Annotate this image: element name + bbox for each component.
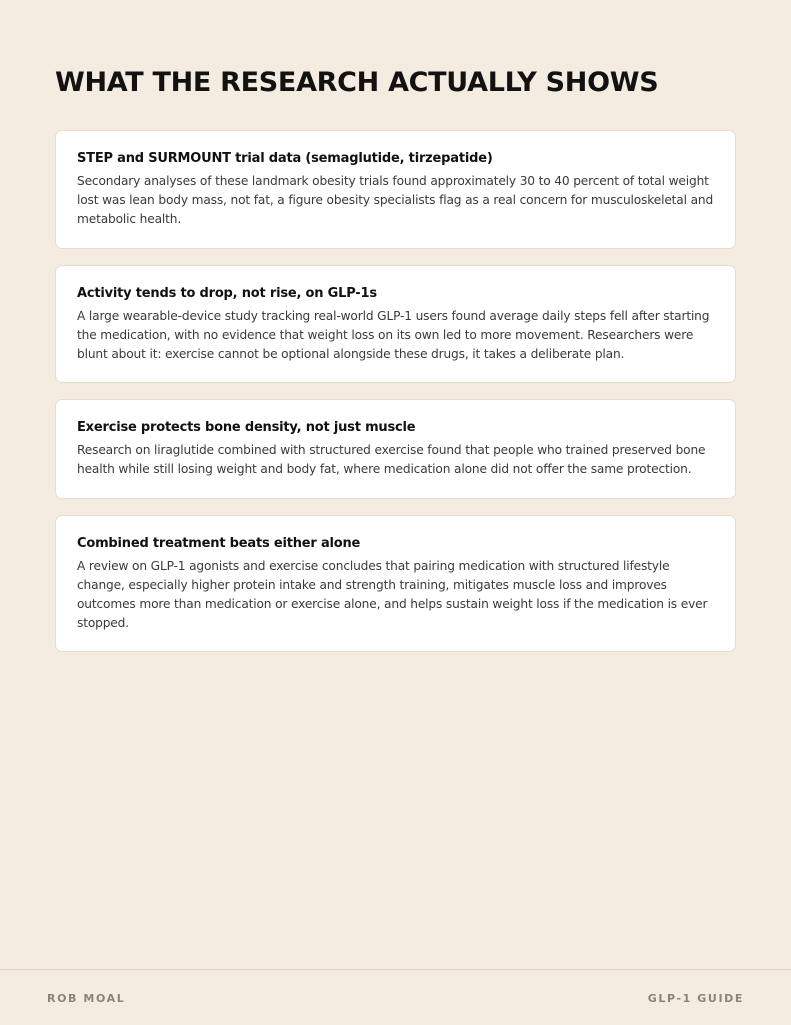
card-title: STEP and SURMOUNT trial data (semaglutide, tirzepatide) bbox=[77, 151, 493, 166]
page-title: WHAT THE RESEARCH ACTUALLY SHOWS bbox=[55, 67, 659, 98]
research-cards bbox=[55, 130, 736, 668]
research-card bbox=[55, 130, 736, 249]
research-card bbox=[55, 265, 736, 384]
card-title: Exercise protects bone density, not just muscle bbox=[77, 420, 416, 436]
card-title: Combined treatment beats either alone bbox=[77, 535, 361, 551]
card-body: Research on liraglutide combined with structured exercise found that people who trained preserved bone health while still losing weight and body fat, where medication alone did not offer the same protection. bbox=[77, 443, 706, 477]
footer-guide-name: GLP-1 GUIDE bbox=[647, 992, 744, 1005]
research-card bbox=[55, 515, 736, 653]
card-body: A review on GLP-1 agonists and exercise concludes that pairing medication with structured lifestyle change, especially higher protein intake and strength training, mitigates muscle loss and improves outcomes more than medication or exercise alone, and helps sustain weight loss if the medication is ever stopped. bbox=[77, 558, 708, 631]
card-body: A large wearable-device study tracking real-world GLP-1 users found average daily steps fell after starting the medication, with no evidence that weight loss on its own led to more movement. Researchers were blunt about it: exercise cannot be optional alongside these drugs, it takes a deliberate plan. bbox=[77, 308, 710, 362]
footer-author: ROB MOAL bbox=[47, 992, 126, 1005]
card-title: Activity tends to drop, not rise, on GLP-1s bbox=[77, 285, 377, 301]
card-body: Secondary analyses of these landmark obesity trials found approximately 30 to 40 percent of total weight lost was lean body mass, not fat, a figure obesity specialists flag as a real concern for musculoskeletal and metabolic health. bbox=[77, 174, 714, 227]
research-card bbox=[55, 399, 736, 498]
page-footer bbox=[0, 969, 791, 1025]
